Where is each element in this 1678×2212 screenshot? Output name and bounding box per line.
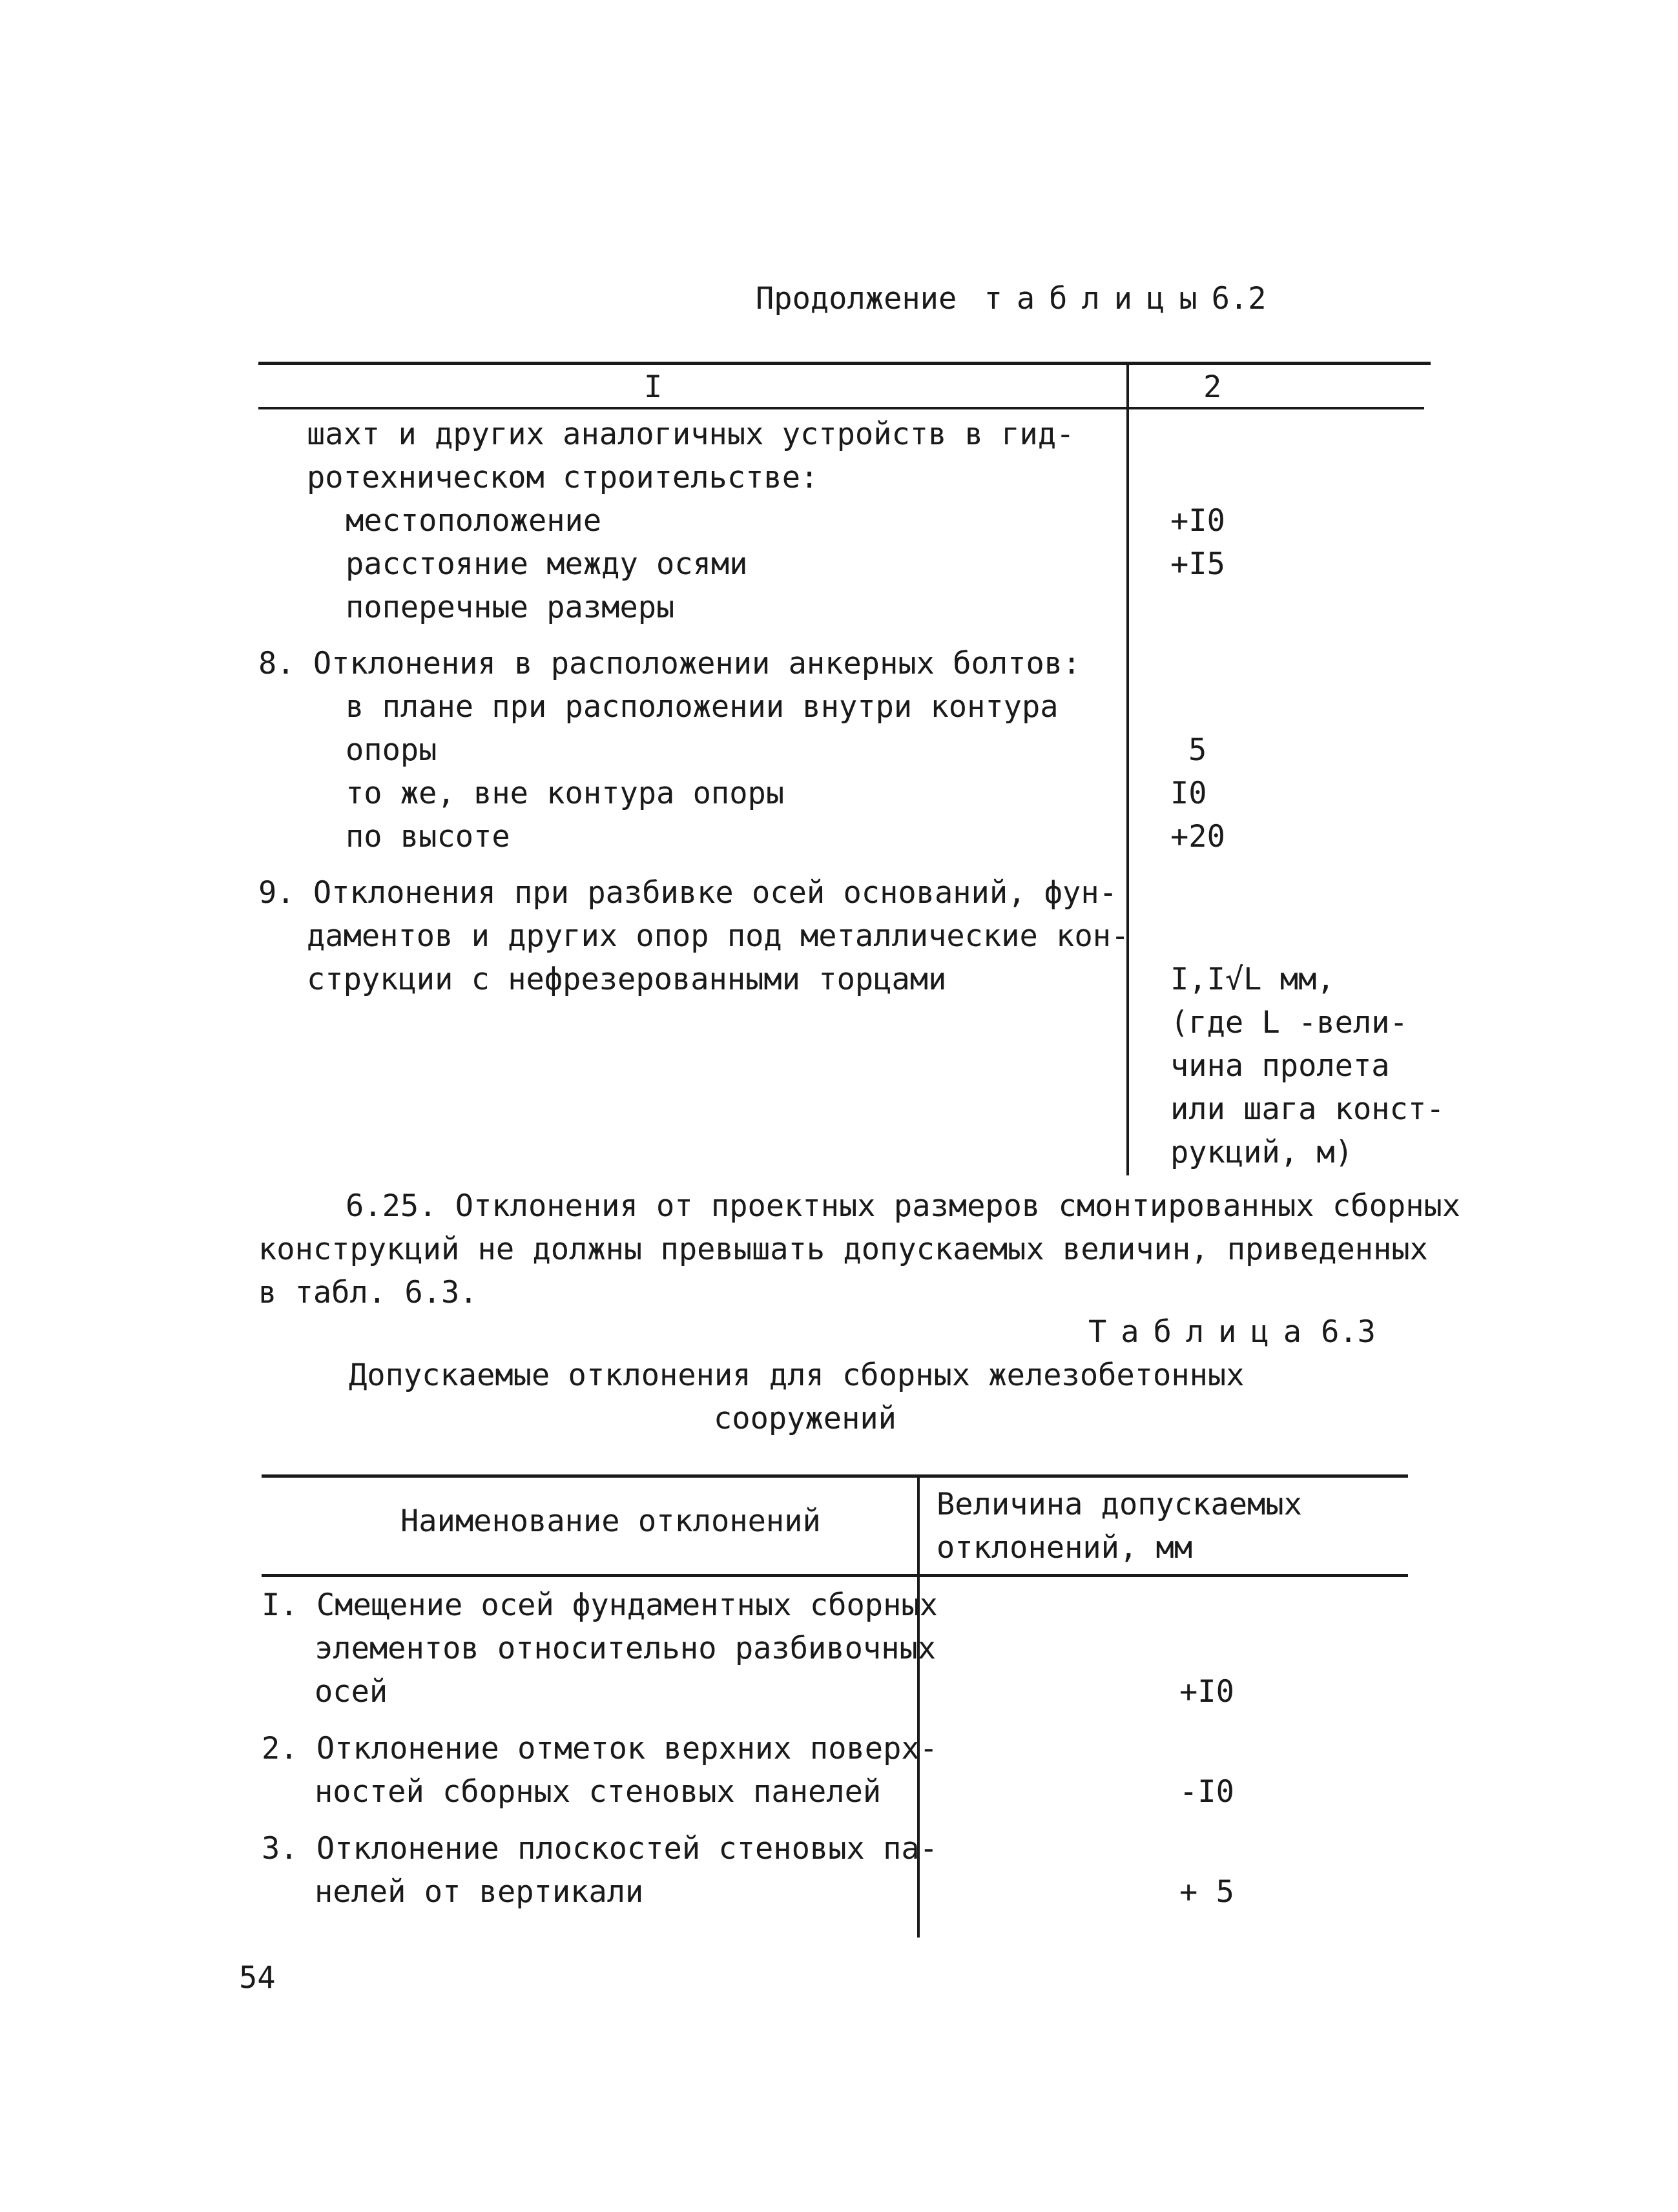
table63-row-3-value: + 5 (1179, 1874, 1234, 1910)
table62-line: в плане при расположении внутри контура (346, 689, 1059, 725)
table62-top-rule (258, 362, 1431, 365)
value-formula-note: чина пролета (1170, 1048, 1390, 1084)
table63-row-3-line: 3. Отклонение плоскостей стеновых па- (262, 1831, 938, 1866)
table63-label-number: 6.3 (1321, 1314, 1376, 1350)
table63-row-1-line: осей (315, 1674, 388, 1710)
table62-col2-header: 2 (1203, 369, 1222, 405)
table63-row-2-line: ностей сборных стеновых панелей (315, 1774, 882, 1810)
table63-label-word: Таблица (1088, 1314, 1316, 1350)
table63-label (1088, 1314, 1376, 1350)
table62-line: по высоте (346, 819, 510, 854)
continuation-caption (756, 281, 1267, 316)
table62-line: то же, вне контура опоры (346, 776, 785, 811)
continuation-prefix: Продолжение (756, 281, 957, 316)
table63-row-1-line: элементов относительно разбивочных (315, 1631, 937, 1666)
table63-row-2-line: 2. Отклонение отметок верхних поверх- (262, 1731, 938, 1766)
value-formula-note: или шага конст- (1170, 1091, 1445, 1127)
table63-title: сооружений (714, 1401, 896, 1436)
value-height: +20 (1170, 819, 1225, 854)
table62-col1-header: I (644, 369, 663, 405)
table63-row-1-value: +I0 (1179, 1674, 1234, 1710)
table63-column-divider (917, 1476, 920, 1938)
table62-line: местоположение (346, 503, 602, 539)
table62-item-9: 9. Отклонения при разбивке осей оснований, фун- (258, 875, 1117, 911)
table63-row-2-value: -I0 (1179, 1774, 1234, 1810)
table62-item-8: 8. Отклонения в расположении анкерных болтов: (258, 646, 1081, 681)
value-formula-note: (где L -вели- (1170, 1005, 1408, 1040)
value-formula-note: рукций, м) (1170, 1135, 1353, 1170)
table62-column-divider (1126, 363, 1129, 1175)
table62-line: расстояние между осями (346, 546, 748, 582)
continuation-word: таблицы (984, 281, 1212, 316)
paragraph-line: 6.25. Отклонения от проектных размеров смонтированных сборных (346, 1188, 1461, 1224)
table62-line: струкции с нефрезерованными торцами (307, 962, 947, 997)
value-formula: I,I√L мм, (1170, 962, 1335, 997)
table62-line: ротехническом строительстве: (307, 460, 819, 495)
table62-line: поперечные размеры (346, 590, 675, 625)
continuation-number: 6.2 (1211, 281, 1267, 316)
table63-header-rule (262, 1574, 1408, 1577)
table63-header-col2: отклонений, мм (937, 1530, 1193, 1566)
value-location: +I0 (1170, 503, 1225, 539)
table62-line: опоры (346, 732, 437, 768)
value-axis-distance: +I5 (1170, 546, 1225, 582)
table63-title: Допускаемые отклонения для сборных железобетонных (349, 1358, 1245, 1393)
table62-line: шахт и других аналогичных устройств в гид- (307, 417, 1075, 452)
table63-top-rule (262, 1474, 1408, 1478)
value-inside-contour: 5 (1188, 732, 1207, 768)
table63-header-col2: Величина допускаемых (937, 1487, 1302, 1522)
table63-row-3-line: нелей от вертикали (315, 1874, 644, 1910)
paragraph-line: в табл. 6.3. (258, 1275, 478, 1310)
table62-line: даментов и других опор под металлические кон- (307, 918, 1130, 954)
table63-row-1-line: I. Смещение осей фундаментных сборных (262, 1587, 938, 1623)
paragraph-line: конструкций не должны превышать допускаемых величин, приведенных (258, 1232, 1428, 1267)
page-number: 54 (239, 1960, 276, 1996)
table62-header-rule (258, 407, 1424, 409)
value-outside-contour: I0 (1170, 776, 1207, 811)
table63-header-col1: Наименование отклонений (400, 1504, 821, 1539)
